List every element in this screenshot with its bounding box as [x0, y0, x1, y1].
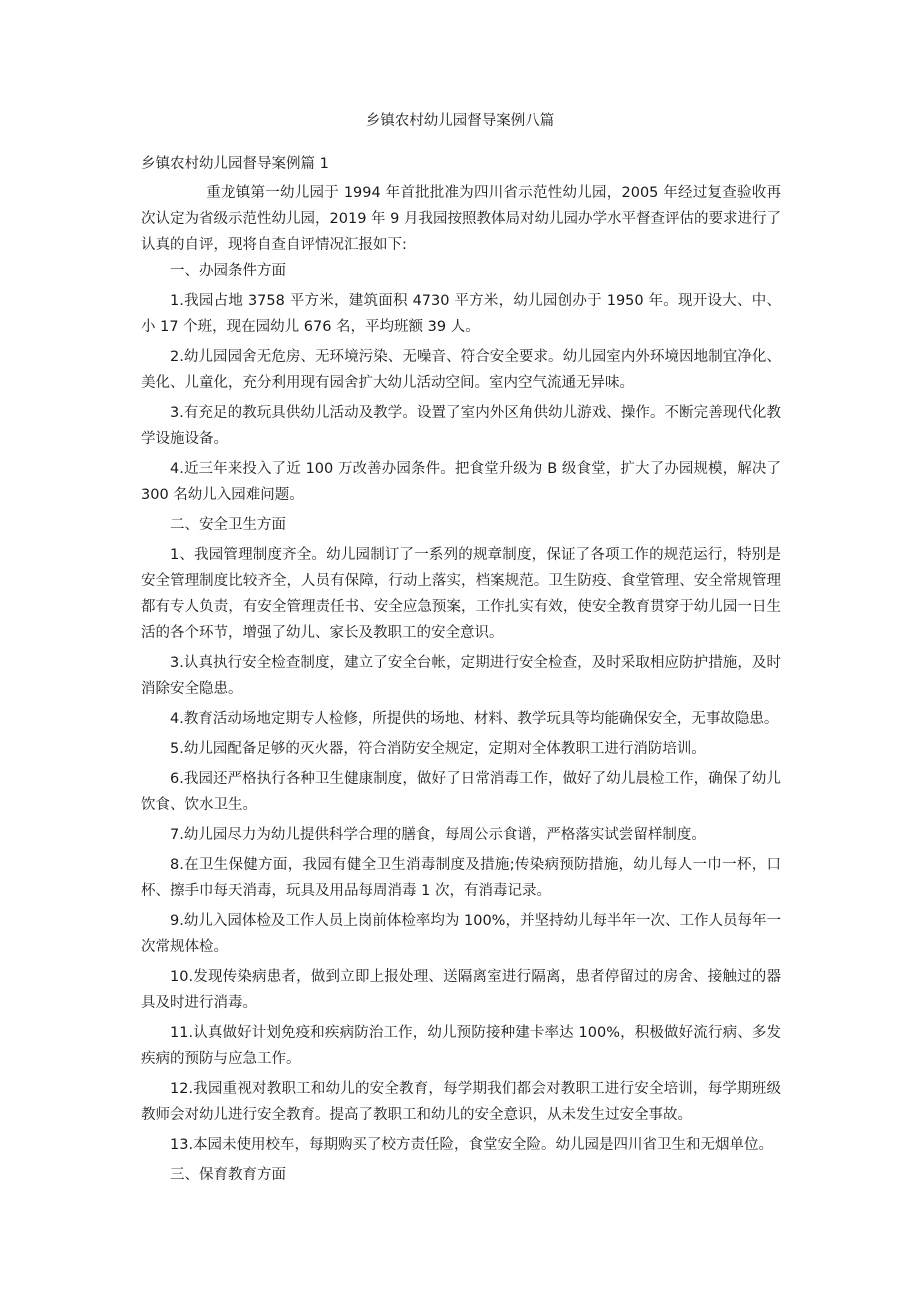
section-heading-3: 三、保育教育方面 [170, 1167, 286, 1183]
document-title: 乡镇农村幼儿园督导案例八篇 [365, 113, 555, 129]
paragraph: 5.幼儿园配备足够的灭火器，符合消防安全规定，定期对全体教职工进行消防培训。 [170, 741, 706, 757]
paragraph: 4.教育活动场地定期专人检修，所提供的场地、材料、教学玩具等均能确保安全，无事故隐患。 [170, 711, 779, 727]
paragraph: 11.认真做好计划免疫和疾病防治工作，幼儿预防接种建卡率达 100%，积极做好流行病、多发疾病的预防与应急工作。 [141, 1025, 781, 1067]
paragraph: 10.发现传染病患者，做到立即上报处理、送隔离室进行隔离，患者停留过的房舍、接触过的器具及时进行消毒。 [141, 969, 781, 1011]
paragraph: 6.我园还严格执行各种卫生健康制度，做好了日常消毒工作，做好了幼儿晨检工作，确保了幼儿饮食、饮水卫生。 [141, 771, 781, 813]
paragraph: 1、我园管理制度齐全。幼儿园制订了一系列的规章制度，保证了各项工作的规范运行，特别是安全管理制度比较齐全，人员有保障，行动上落实，档案规范。卫生防疫、食堂管理、安全常规管理都有专人负责，有安全管理责任书、安全应急预案，工作扎实有效，使安全教育贯穿于幼儿园一日生活的各个环节，增强了幼儿、家长及教职工的安全意识。 [141, 547, 781, 641]
paragraph: 9.幼儿入园体检及工作人员上岗前体检率均为 100%，并坚持幼儿每半年一次、工作人员每年一次常规体检。 [141, 913, 781, 955]
article-subtitle: 乡镇农村幼儿园督导案例篇 1 [141, 156, 329, 172]
document-body [141, 180, 781, 1192]
section-heading-1: 一、办园条件方面 [170, 263, 286, 279]
paragraph: 4.近三年来投入了近 100 万改善办园条件。把食堂升级为 B 级食堂，扩大了办园规模，解决了 300 名幼儿入园难问题。 [141, 461, 781, 503]
paragraph: 3.有充足的教玩具供幼儿活动及教学。设置了室内外区角供幼儿游戏、操作。不断完善现代化教学设施设备。 [141, 405, 781, 447]
paragraph: 7.幼儿园尽力为幼儿提供科学合理的膳食，每周公示食谱，严格落实试尝留样制度。 [170, 827, 706, 843]
section-heading-2: 二、安全卫生方面 [170, 517, 286, 533]
paragraph: 2.幼儿园园舍无危房、无环境污染、无噪音、符合安全要求。幼儿园室内外环境因地制宜净化、美化、儿童化，充分利用现有园舍扩大幼儿活动空间。室内空气流通无异味。 [141, 349, 781, 391]
paragraph: 8.在卫生保健方面，我园有健全卫生消毒制度及措施;传染病预防措施，幼儿每人一巾一杯，口杯、擦手巾每天消毒，玩具及用品每周消毒 1 次，有消毒记录。 [141, 857, 781, 899]
intro-paragraph: 重龙镇第一幼儿园于 1994 年首批批准为四川省示范性幼儿园，2005 年经过复查验收再次认定为省级示范性幼儿园，2019 年 9 月我园按照教体局对幼儿园办学水平督查评估的要求进行了认真的自评，现将自查自评情况汇报如下: [141, 185, 781, 253]
paragraph: 1.我园占地 3758 平方米，建筑面积 4730 平方米，幼儿园创办于 1950 年。现开设大、中、小 17 个班，现在园幼儿 676 名，平均班额 39 人。 [141, 293, 781, 335]
paragraph: 12.我园重视对教职工和幼儿的安全教育，每学期我们都会对教职工进行安全培训，每学期班级教师会对幼儿进行安全教育。提高了教职工和幼儿的安全意识，从未发生过安全事故。 [141, 1081, 781, 1123]
paragraph: 13.本园未使用校车，每期购买了校方责任险，食堂安全险。幼儿园是四川省卫生和无烟单位。 [170, 1137, 774, 1153]
paragraph: 3.认真执行安全检查制度，建立了安全台帐，定期进行安全检查，及时采取相应防护措施，及时消除安全隐患。 [141, 655, 781, 697]
